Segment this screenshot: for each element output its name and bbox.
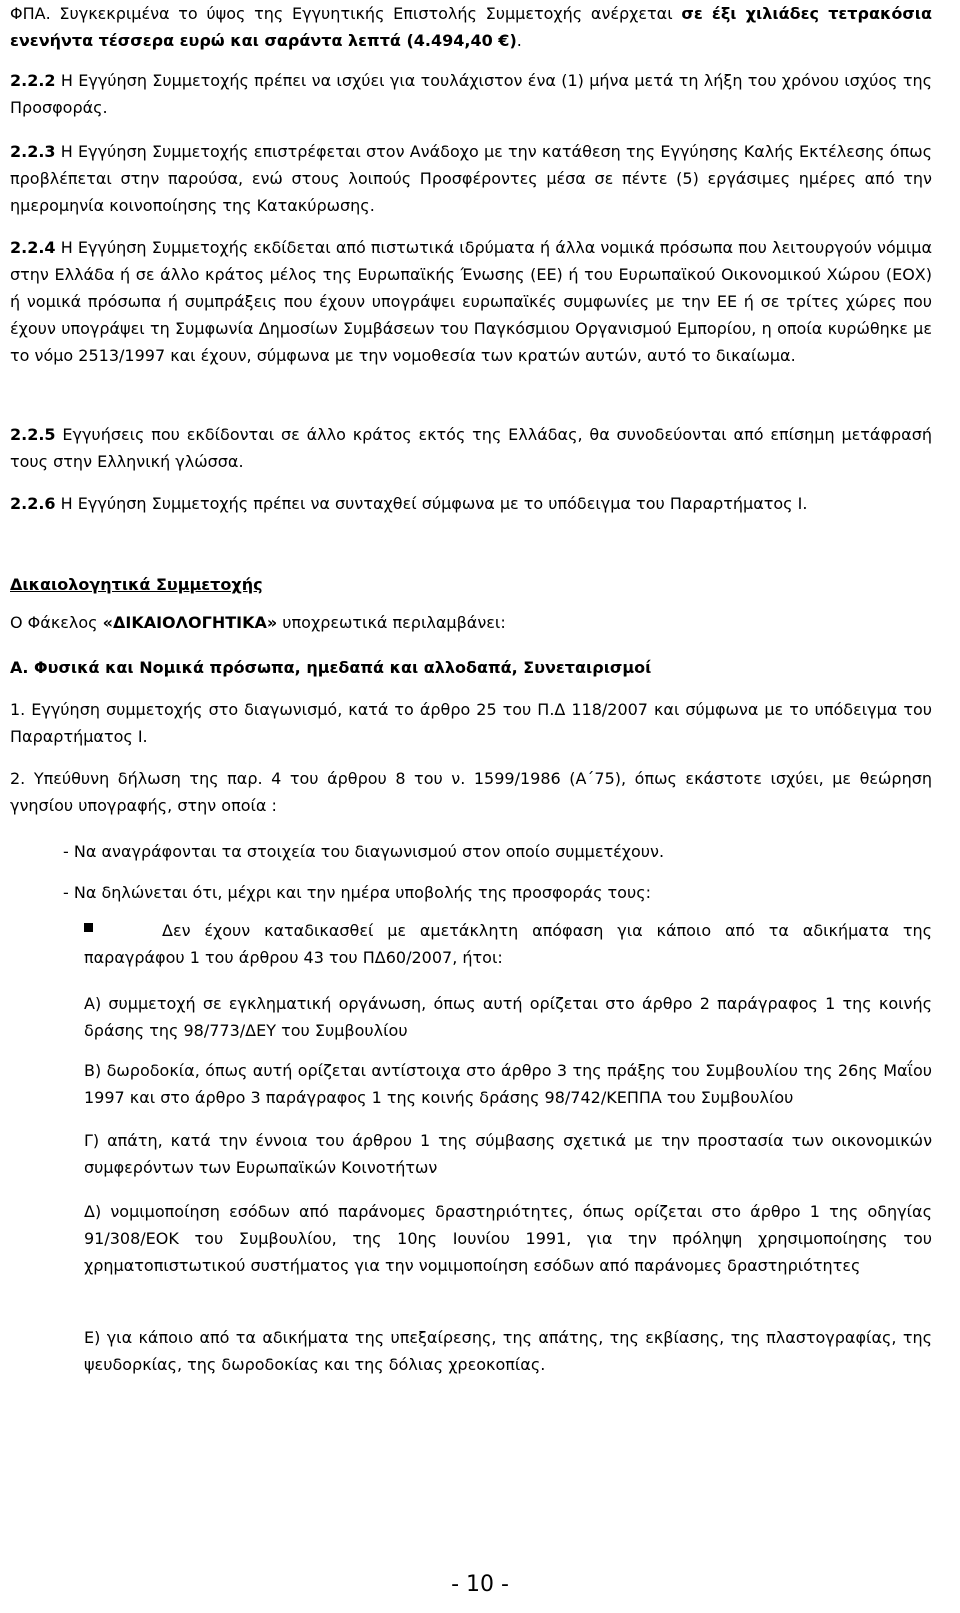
clause-text: Εγγυήσεις που εκδίδονται σε άλλο κράτος εκτός της Ελλάδας, θα συνοδεύονται από επίσημη μετάφρασή τους στην Ελληνική γλώσσα. bbox=[10, 425, 932, 471]
clause-text: Η Εγγύηση Συμμετοχής εκδίδεται από πιστωτικά ιδρύματα ή άλλα νομικά πρόσωπα που λειτουργούν νόμιμα στην Ελλάδα ή σε άλλο κράτος μέλος της Ευρωπαϊκής Ένωσης (ΕΕ) ή του Ευρωπαϊκού Οικονομικού Χώρου (ΕΟΧ) ή νομικά πρόσωπα ή συμπράξεις που έχουν υπογράψει ευρωπαϊκές συμφωνίες με την ΕΕ ή σε τρίτες χώρες που έχουν υπογράψει τη Συμφωνία Δημοσίων Συμβάσεων του Παγκόσμιου Οργανισμού Εμπορίου, η οποία κυρώθηκε με το νόμο 2513/1997 και έχουν, σύμφωνα με την νομοθεσία των κρατών αυτών, αυτό το δικαίωμα. bbox=[10, 238, 932, 365]
page-number: - 10 - bbox=[451, 1572, 509, 1597]
clause-text: Η Εγγύηση Συμμετοχής πρέπει να συνταχθεί σύμφωνα με το υπόδειγμα του Παραρτήματος Ι. bbox=[55, 494, 808, 513]
section-heading: Δικαιολογητικά Συμμετοχής bbox=[10, 575, 263, 594]
clause-number: 2.2.2 bbox=[10, 71, 56, 90]
sub-item-e: Ε) για κάποιο από τα αδικήματα της υπεξαίρεσης, της απάτης, της εκβίασης, της πλαστογραφίας, της ψευδορκίας, της δωροδοκίας και της δόλιας χρεοκοπίας. bbox=[84, 1328, 932, 1374]
paragraph-2-2-3 bbox=[10, 138, 932, 219]
guarantee-amount-text: ΦΠΑ. Συγκεκριμένα το ύψος της Εγγυητικής Επιστολής Συμμετοχής ανέρχεται bbox=[10, 4, 682, 23]
dash-item-2: - Να δηλώνεται ότι, μέχρι και την ημέρα υποβολής της προσφοράς τους: bbox=[63, 883, 652, 902]
paragraph-2-2-5 bbox=[10, 421, 932, 475]
clause-text: Η Εγγύηση Συμμετοχής επιστρέφεται στον Ανάδοχο με την κατάθεση της Εγγύησης Καλής Εκτέλεσης όπως προβλέπεται στην παρούσα, ενώ στους λοιπούς Προσφέροντες μέσα σε πέντε (5) εργάσιμες ημέρες από την ημερομηνία κοινοποίησης της Κατακύρωσης. bbox=[10, 142, 932, 215]
list-item-2: 2. Υπεύθυνη δήλωση της παρ. 4 του άρθρου 8 του ν. 1599/1986 (Α΄75), όπως εκάστοτε ισχύει, με θεώρηση γνησίου υπογραφής, στην οποία : bbox=[10, 769, 932, 815]
folder-suffix: υποχρεωτικά περιλαμβάνει: bbox=[277, 613, 506, 632]
clause-number: 2.2.4 bbox=[10, 238, 56, 257]
paragraph-2-2-2 bbox=[10, 67, 932, 121]
paragraph-2-2-4 bbox=[10, 234, 932, 369]
bullet-item: Δεν έχουν καταδικασθεί με αμετάκλητη απόφαση για κάποιο από τα αδικήματα της παραγράφου 1 του άρθρου 43 του ΠΔ60/2007, ήτοι: bbox=[84, 921, 932, 967]
clause-text: Η Εγγύηση Συμμετοχής πρέπει να ισχύει για τουλάχιστον ένα (1) μήνα μετά τη λήξη του χρόνου ισχύος της Προσφοράς. bbox=[10, 71, 932, 117]
sub-item-g: Γ) απάτη, κατά την έννοια του άρθρου 1 της σύμβασης σχετικά με την προστασία των οικονομικών συμφερόντων των Ευρωπαϊκών Κοινοτήτων bbox=[84, 1131, 932, 1177]
clause-number: 2.2.6 bbox=[10, 494, 56, 513]
sub-item-d: Δ) νομιμοποίηση εσόδων από παράνομες δραστηριότητες, όπως ορίζεται στο άρθρο 1 της οδηγίας 91/308/ΕΟΚ του Συμβουλίου, της 10ης Ιουνίου 1991, για την πρόληψη χρησιμοποίησης του χρηματοπιστωτικού συστήματος για την νομιμοποίηση εσόδων από παράνομες δραστηριότητες bbox=[84, 1202, 932, 1275]
folder-prefix: Ο Φάκελος bbox=[10, 613, 103, 632]
paragraph-2-2-6 bbox=[10, 490, 932, 517]
clause-number: 2.2.3 bbox=[10, 142, 56, 161]
list-item-1: 1. Εγγύηση συμμετοχής στο διαγωνισμό, κατά το άρθρο 25 του Π.Δ 118/2007 και σύμφωνα με το υπόδειγμα του Παραρτήματος Ι. bbox=[10, 700, 932, 746]
paragraph-guarantee-amount bbox=[10, 0, 932, 54]
sub-item-a: Α) συμμετοχή σε εγκληματική οργάνωση, όπως αυτή ορίζεται στο άρθρο 2 παράγραφος 1 της κοινής δράσης της 98/773/ΔΕΥ του Συμβουλίου bbox=[84, 994, 932, 1040]
folder-name: «ΔΙΚΑΙΟΛΟΓΗΤΙΚΑ» bbox=[102, 613, 278, 632]
clause-number: 2.2.5 bbox=[10, 425, 56, 444]
sub-item-b: Β) δωροδοκία, όπως αυτή ορίζεται αντίστοιχα στο άρθρο 3 της πράξης του Συμβουλίου της 26ης Μαΐου 1997 και στο άρθρο 3 παράγραφος 1 της κοινής δράσης 98/742/ΚΕΠΠΑ του Συμβουλίου bbox=[84, 1061, 932, 1107]
subsection-heading: Α. Φυσικά και Νομικά πρόσωπα, ημεδαπά και αλλοδαπά, Συνεταιρισμοί bbox=[10, 658, 652, 677]
folder-paragraph bbox=[10, 609, 932, 636]
dash-item-1: - Να αναγράφονται τα στοιχεία του διαγωνισμού στον οποίο συμμετέχουν. bbox=[63, 842, 665, 861]
guarantee-amount-bold: σε έξι χιλιάδες τετρακόσια ενενήντα τέσσερα ευρώ και σαράντα λεπτά (4.494,40 €) bbox=[10, 4, 933, 50]
guarantee-amount-suffix: . bbox=[516, 31, 522, 50]
